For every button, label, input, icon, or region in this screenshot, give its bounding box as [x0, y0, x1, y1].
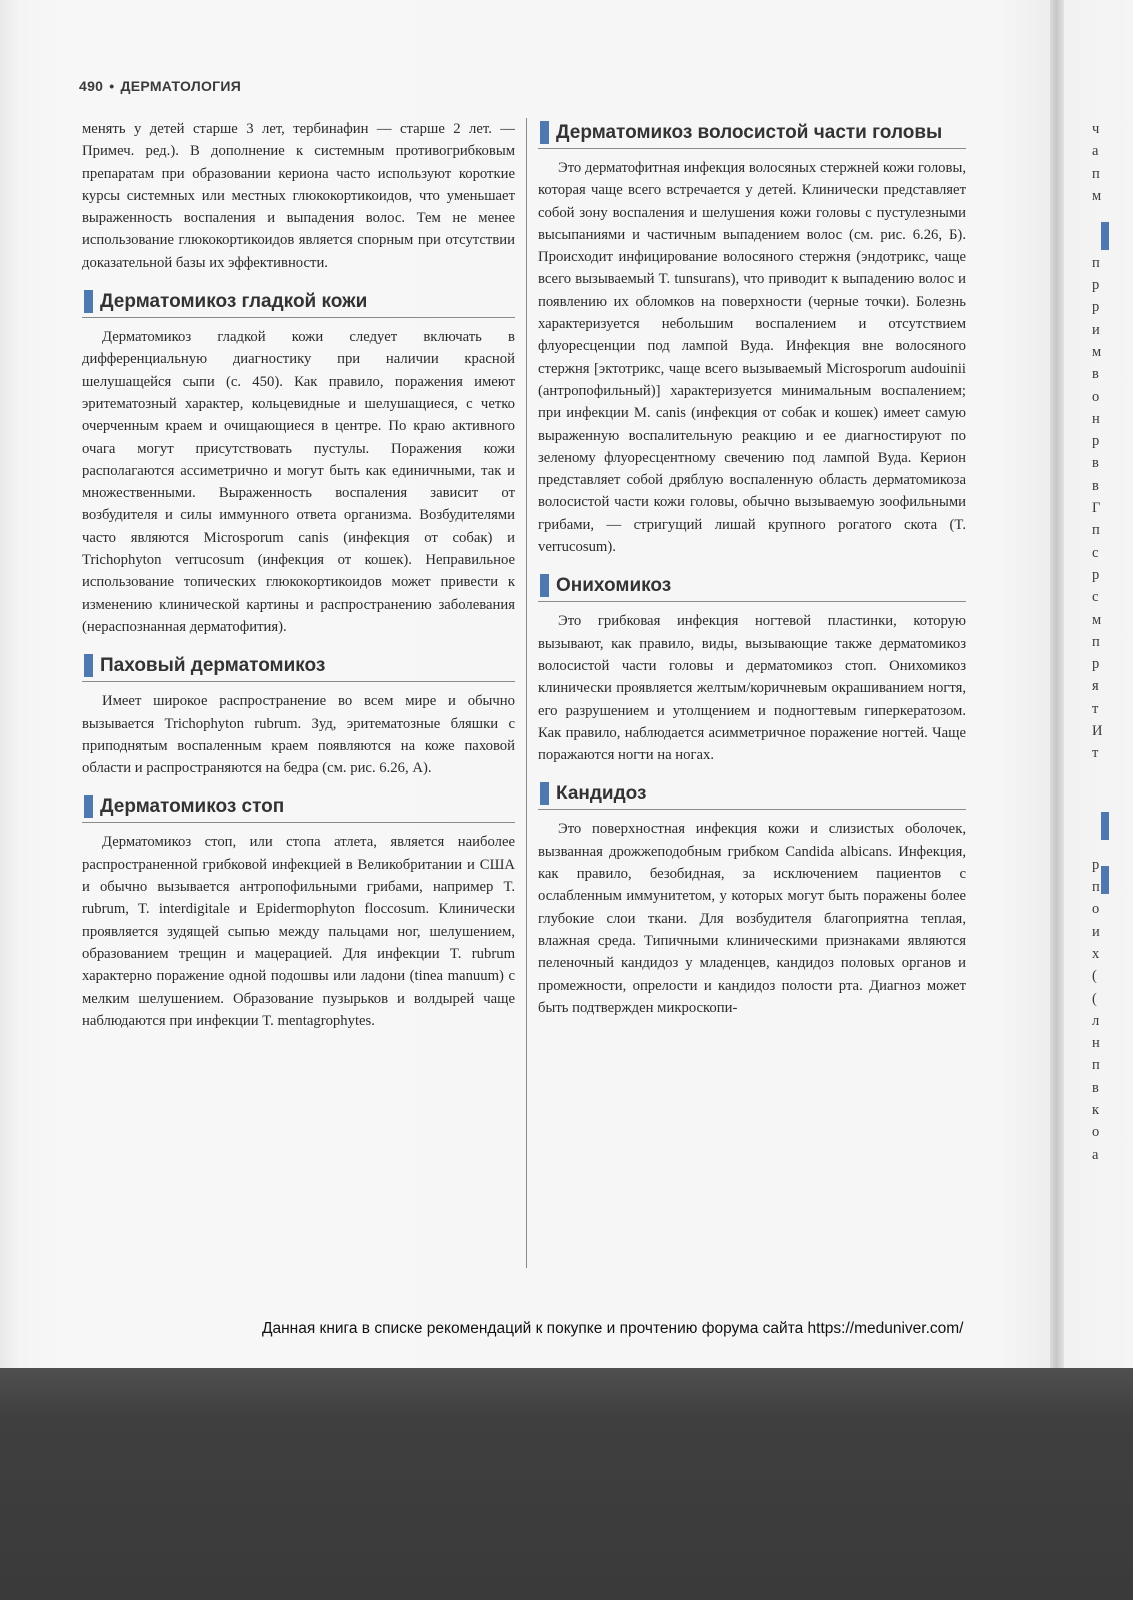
section-text-groin: Имеет широкое распространение во всем мире и обычно вызывается Trichophyton rubrum. Зуд, эритематозные бляшки с приподнятым воспаленным краем появляются на коже паховой области и распространяются на бедра (см. рис. 6.26, А). — [82, 693, 515, 777]
running-head — [79, 78, 241, 94]
edge-heading-marker — [1101, 222, 1109, 250]
edge-letter: а — [1092, 1146, 1099, 1163]
edge-letter: л — [1092, 1012, 1100, 1029]
edge-letter: в — [1092, 477, 1099, 494]
next-page-edge-letters — [1092, 118, 1122, 1166]
edge-letter: а — [1092, 143, 1099, 160]
edge-letter: х — [1092, 945, 1100, 962]
middle-column — [538, 118, 966, 1019]
separator-dot: • — [109, 78, 115, 94]
edge-letter: н — [1092, 410, 1100, 427]
edge-letter: и — [1092, 923, 1100, 940]
book-spine-shadow — [1050, 0, 1064, 1370]
edge-letter: в — [1092, 1079, 1099, 1096]
scan-bottom-band — [0, 1368, 1133, 1600]
edge-letter: м — [1092, 611, 1102, 628]
edge-letter: н — [1092, 1035, 1100, 1052]
section-text-candidiasis: Это поверхностная инфекция кожи и слизистых оболочек, вызванная дрожжеподобным грибком Candida albicans. Инфекция, как правило, безобидная, за исключением пациентов с ослабленным иммунитетом, у которых могут быть поражены более глубокие слои ткани. Для возбудителя благоприятна теплая, влажная среда. Типичными клиническими признаками являются пеленочный кандидоз у младенцев, кандидоз половых органов и промежности, опрелости и кандидоз полости рта. Диагноз может быть подтвержден микроскопи- — [538, 821, 966, 1016]
edge-letter — [1092, 787, 1122, 809]
column-divider — [526, 118, 527, 1268]
page-number: 490 — [79, 78, 104, 94]
edge-letter: с — [1092, 544, 1099, 561]
section-heading-groin: Паховый дерматомикоз — [82, 651, 515, 682]
footer-note: Данная книга в списке рекомендаций к покупке и прочтению форума сайта https://meduniver.com/ — [262, 1320, 964, 1337]
section-heading-feet: Дерматомикоз стоп — [82, 792, 515, 823]
edge-letter: п — [1092, 522, 1100, 539]
edge-letter: р — [1092, 433, 1100, 450]
edge-letter: о — [1092, 388, 1100, 405]
intro-paragraph: менять у детей старше 3 лет, тербинафин — старше 2 лет. — Примеч. ред.). В дополнение к системным противогрибковым препаратам при образовании кериона часто используют короткие курсы системных или местных глюкокортикоидов, что уменьшает выраженность воспаления и выпадения волос. Тем не менее использование глюкокортикоидов является спорным при отсутствии доказательной базы их эффективности. — [82, 121, 515, 271]
edge-letter: в — [1092, 455, 1099, 472]
edge-letter: м — [1092, 187, 1102, 204]
section-heading-candidiasis: Кандидоз — [538, 779, 966, 810]
edge-letter: м — [1092, 343, 1102, 360]
edge-heading-marker — [1101, 866, 1109, 894]
edge-letter: п — [1092, 879, 1100, 896]
edge-letter: т — [1092, 745, 1099, 762]
edge-letter: ( — [1092, 968, 1097, 985]
left-column — [82, 118, 515, 1032]
edge-letter: т — [1092, 700, 1099, 717]
section-text-scalp: Это дерматофитная инфекция волосяных стержней кожи головы, которая чаще всего встречается у детей. Клинически представляет собой зону воспаления и шелушения кожи головы с пустулезными высыпаниями и частичным выпадением волос (см. рис. 6.26, Б). Происходит инфицирование волосяного стержня (эндотрикс, чаще всего вызываемый T. tunsurans), что приводит к выпадению волос и появлению их обломков на поверхности (черные точки). Болезнь характеризуется небольшим воспалением и отсутствием флуоресценции под лампой Вуда. Инфекция вне волосяного стержня [эктотрикс, чаще всего вызываемый Microsporum audouinii (антропофильный)] характеризуется минимальным воспалением; при инфекции M. canis (инфекция от собак и кошек) имеет самую выраженную воспалительную реакцию и ее диагностируют по зеленому флуоресцентному свечению под лампой Вуда. Керион представляет собой дряблую воспаленную область дерматомикоза волосистой части кожи головы, обычно вызываемую зоофильными грибами, — стригущий лишай крупного рогатого скота (T. verrucosum). — [538, 160, 966, 556]
edge-letter: ч — [1092, 121, 1100, 137]
edge-letter: И — [1092, 723, 1103, 740]
chapter-title: ДЕРМАТОЛОГИЯ — [120, 78, 242, 94]
edge-letter: р — [1092, 277, 1100, 294]
section-text-onychomycosis: Это грибковая инфекция ногтевой пластинки, которую вызывают, как правило, виды, вызывающие также дерматомикоз волосистой части головы и дерматомикоз стоп. Онихомикоз клинически проявляется желтым/коричневым окрашиванием ногтя, его разрушением и утолщением и подногтевым гиперкератозом. Как правило, наблюдается асимметричное поражение ногтей. Чаще поражаются ногти на ногах. — [538, 613, 966, 764]
edge-letter: в — [1092, 366, 1099, 383]
edge-letter: р — [1092, 856, 1100, 873]
edge-heading-marker — [1101, 812, 1109, 840]
edge-letter: я — [1092, 678, 1099, 695]
edge-letter: п — [1092, 165, 1100, 182]
section-heading-smooth-skin: Дерматомикоз гладкой кожи — [82, 287, 515, 318]
edge-letter: о — [1092, 1124, 1100, 1141]
edge-letter: о — [1092, 901, 1100, 918]
section-heading-scalp: Дерматомикоз волосистой части головы — [538, 118, 966, 149]
edge-letter: п — [1092, 633, 1100, 650]
section-text-feet: Дерматомикоз стоп, или стопа атлета, является наиболее распространенной грибковой инфекцией в Великобритании и США и обычно вызывается антропофильными грибами, например T. rubrum, T. interdigitale и Epidermophyton floccosum. Клинически проявляется зудящей сыпью между пальцами ног, шелушением, образованием трещин и мацерацией. Для инфекции T. rubrum характерно поражение одной подошвы или ладони (tinea manuum) с мелким шелушением. Образование пузырьков и волдырей чаще наблюдаются при инфекции T. mentagrophytes. — [82, 834, 515, 1029]
edge-letter: р — [1092, 299, 1100, 316]
section-heading-onychomycosis: Онихомикоз — [538, 571, 966, 602]
edge-letter: с — [1092, 589, 1099, 606]
edge-letter: и — [1092, 321, 1100, 338]
edge-letter: п — [1092, 1057, 1100, 1074]
edge-letter: Г — [1092, 500, 1101, 517]
edge-letter: п — [1092, 254, 1100, 271]
edge-letter: р — [1092, 656, 1100, 673]
edge-letter: ( — [1092, 990, 1097, 1007]
edge-letter — [1092, 765, 1122, 787]
edge-letter: р — [1092, 566, 1100, 583]
edge-letter: к — [1092, 1102, 1100, 1119]
section-text-smooth-skin: Дерматомикоз гладкой кожи следует включать в дифференциальную диагностику при наличии красной шелушащейся сыпи (с. 450). Как правило, поражения имеют эритематозный характер, кольцевидные и шелушащиеся, с четко очерченным краем и очищающиеся в центре. По краю активного очага могут присутствовать пустулы. Поражения кожи располагаются ассиметрично и могут быть как единичными, так и множественными. Выраженность воспаления зависит от возбудителя и силы иммунного ответа организма. Возбудителями часто являются Microsporum canis (инфекция от собак) и Trichophyton verrucosum (инфекция от кошек). Неправильное использование топических глюкокортикоидов может привести к изменению клинической картины и распространению заболевания (нераспознанная дерматофития). — [82, 329, 515, 635]
